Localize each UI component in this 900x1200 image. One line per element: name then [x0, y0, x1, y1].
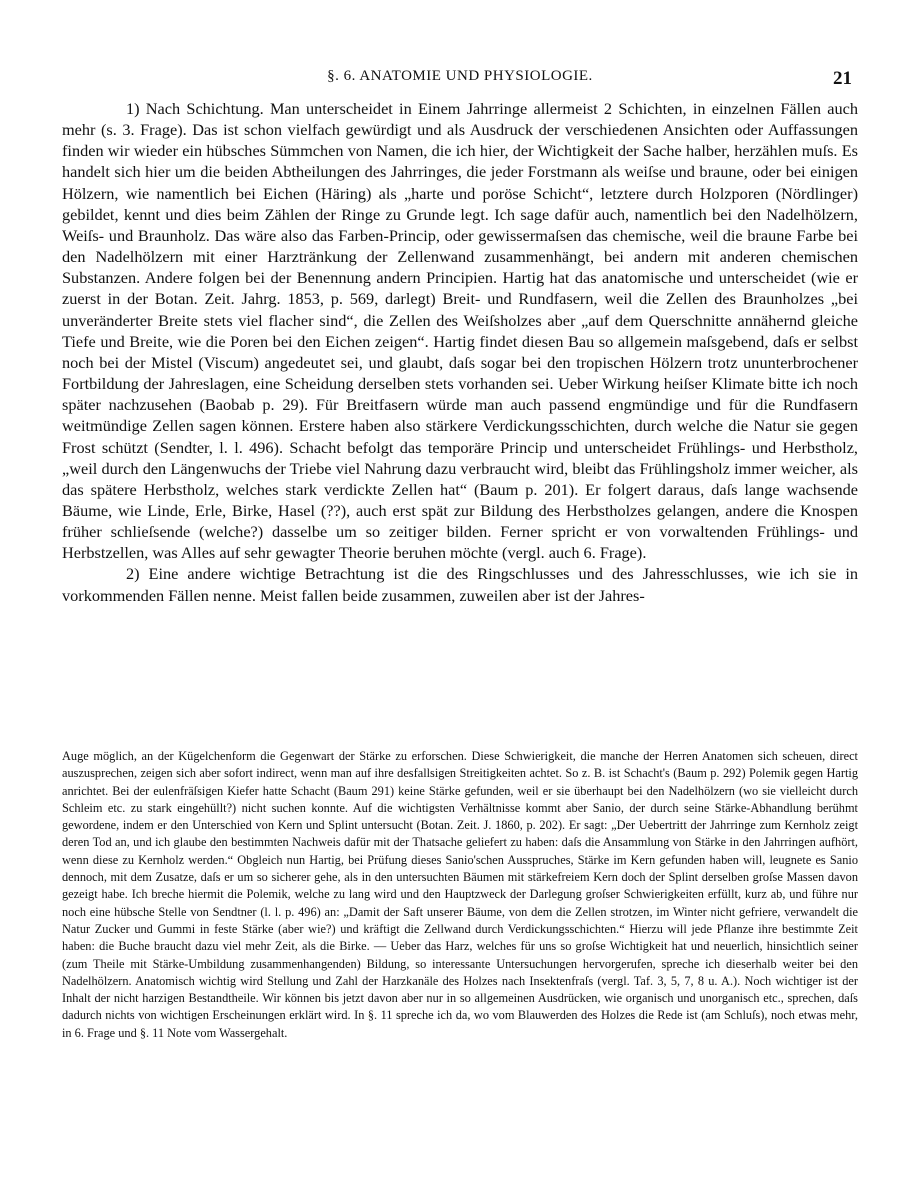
main-text: [62, 98, 858, 606]
running-head: [60, 68, 860, 94]
paragraph-2: 2) Eine andere wichtige Betrachtung ist die des Ringschlusses und des Jahresschlusses, wie ich sie in vorkommenden Fällen nenne. Meist fallen beide zusammen, zuweilen aber ist der Jahres-: [62, 564, 858, 605]
footnote: Auge möglich, an der Kügelchenform die Gegenwart der Stärke zu erforschen. Diese Schwierigkeit, die manche der Herren Anatomen sich scheuen, direct auszusprechen, zeigen sich aber sofort indirect, wenn man auf ihre desfallsigen Streitigkeiten achtet. So z. B. ist Schacht's (Baum p. 292) Polemik gegen Hartig anrichtet. Bei der eulenfräſsigen Kiefer hatte Schacht (Baum 291) keine Stärke gefunden, weil er sie überhaupt bei den Nadelhölzern (wo sie vielleicht durch Schleim etc. zu stark eingehüllt?) nicht suchen konnte. Auf die wichtigsten Verhältnisse kommt aber Sanio, der durch seine Stärke-Abhandlung berühmt gewordene, indem er den Unterschied von Kern und Splint untersucht (Botan. Zeit. J. 1860, p. 202). Er sagt: „Der Uebertritt der Jahrringe zum Kernholz zeigt deren Tod an, und ich glaube den bestimmten Nachweis dafür mit der Thatsache geliefert zu haben: daſs die Ansammlung von Stärke in den Jahrringen aufhört, wenn diese zu Kernholz werden.“ Obgleich nun Hartig, bei Prüfung dieses Sanio'schen Ausspruches, Stärke im Kern gefunden haben will, leugnete es Sanio dennoch, mit dem Zusatze, daſs er um so sicherer gehe, als in den untersuchten Bäumen mit stärkefreiem Kern doch der Splint derselben groſse Massen davon gezeigt habe. Ich breche hiermit die Polemik, welche zu lang wird und den Hauptzweck der Darlegung groſser Schwierigkeiten erfüllt, kurz ab, und führe nur noch eine hübsche Stelle von Sendtner (l. l. p. 496) an: „Damit der Saft unserer Bäume, von dem die Zellen strotzen, im Winter nicht gefriere, verwandelt die Natur Zucker und Gummi in feste Stärke (aber wie?) und kräftigt die Zellwand durch Verdickungsschichten.“ Hierzu will jede Pflanze ihre bestimmte Zeit haben: die Buche braucht dazu viel mehr Zeit, als die Birke. — Ueber das Harz, welches für uns so groſse Wichtigkeit hat und neuerlich, hinsichtlich seiner (zum Theile mit Stärke-Umbildung zusammenhangenden) Bildung, so interessante Untersuchungen hervorgerufen, spreche ich dieserhalb weiter bei den Nadelhölzern. Anatomisch wichtig wird Stellung und Zahl der Harzkanäle des Holzes nach Insektenfraſs (vergl. Taf. 3, 5, 7, 8 u. A.). Noch wichtiger ist der Inhalt der nicht harzigen Bestandtheile. Wir können bis jetzt davon aber nur in so allgemeinen Ausdrücken, wie organisch und unorganisch etc., sprechen, daſs dadurch nichts von wichtigen Erscheinungen erklärt wird. In §. 11 spreche ich da, wo vom Blauwerden des Holzes die Rede ist (am Schluſs), noch etwas mehr, in 6. Frage und §. 11 Note vom Wassergehalt.: [62, 749, 858, 1040]
running-title: §. 6. ANATOMIE UND PHYSIOLOGIE.: [327, 68, 593, 84]
paragraph-1: 1) Nach Schichtung. Man unterscheidet in Einem Jahrringe allermeist 2 Schichten, in einzelnen Fällen auch mehr (s. 3. Frage). Das ist schon vielfach gewürdigt und als Ausdruck der verschiedenen Ansichten oder Auffassungen finden wir wieder ein hübsches Sümmchen von Namen, die ich hier, der Wichtigkeit der Sache halber, herzählen muſs. Es handelt sich hier um die beiden Abtheilungen des Jahrringes, die jeder Forstmann als weiſse und braune, oder bei einigen Hölzern, wie namentlich bei Eichen (Häring) als „harte und poröse Schicht“, letztere durch Holzporen (Nördlinger) gebildet, kennt und dies beim Zählen der Ringe zu Grunde legt. Ich sage dafür auch, namentlich bei den Nadelhölzern, Weiſs- und Braunholz. Das wäre also das Farben-Princip, oder gewissermaſsen das chemische, weil die braune Farbe bei den Nadelhölzern mit einer Harztränkung der Zellenwand zusammenhängt, bei andern mit anderen chemischen Substanzen. Andere folgen bei der Benennung andern Principien. Hartig hat das anatomische und unterscheidet (wie er zuerst in der Botan. Zeit. Jahrg. 1853, p. 569, darlegt) Breit- und Rundfasern, weil die Zellen des Braunholzes „bei unveränderter Breite stets viel flacher sind“, die Zellen des Weiſsholzes aber „auf dem Querschnitte annähernd gleiche Tiefe und Breite, wie die Poren bei den Eichen zeigen“. Hartig findet diesen Bau so allgemein maſsgebend, daſs er selbst noch bei der Mistel (Viscum) angedeutet sei, und glaubt, daſs sogar bei den tropischen Hölzern trotz ununterbrochener Fortbildung der Jahreslagen, eine Scheidung derselben stets vorhanden sei. Ueber Wirkung heiſser Klimate bitte ich noch später nachzusehen (Baobab p. 29). Für Breitfasern würde man auch passend engmündige und für die Rundfasern weitmündige Zellen sagen können. Erstere haben also stärkere Verdickungsschichten, durch welche die Natur sie gegen Frost schützt (Sendter, l. l. 496). Schacht befolgt das temporäre Princip und unterscheidet Frühlings- und Herbstholz, „weil durch den Längenwuchs der Triebe viel Nahrung dazu verbraucht wird, bleibt das Frühlingsholz immer weicher, als das spätere Herbstholz, welches stark verdickte Zellen hat“ (Baum p. 201). Er folgert daraus, daſs lange wachsende Bäume, wie Linde, Erle, Birke, Hasel (??), auch erst spät zur Bildung des Herbstholzes gelangen, andere die Knospen früher schlieſsende (welche?) dasselbe um so zeitiger bilden. Ferner spricht er von vorwaltenden Frühlings- und Herbstzellen, was Alles auf sehr gewagter Theorie beruhen möchte (vergl. auch 6. Frage).: [62, 99, 858, 563]
page-number: 21: [833, 68, 852, 89]
